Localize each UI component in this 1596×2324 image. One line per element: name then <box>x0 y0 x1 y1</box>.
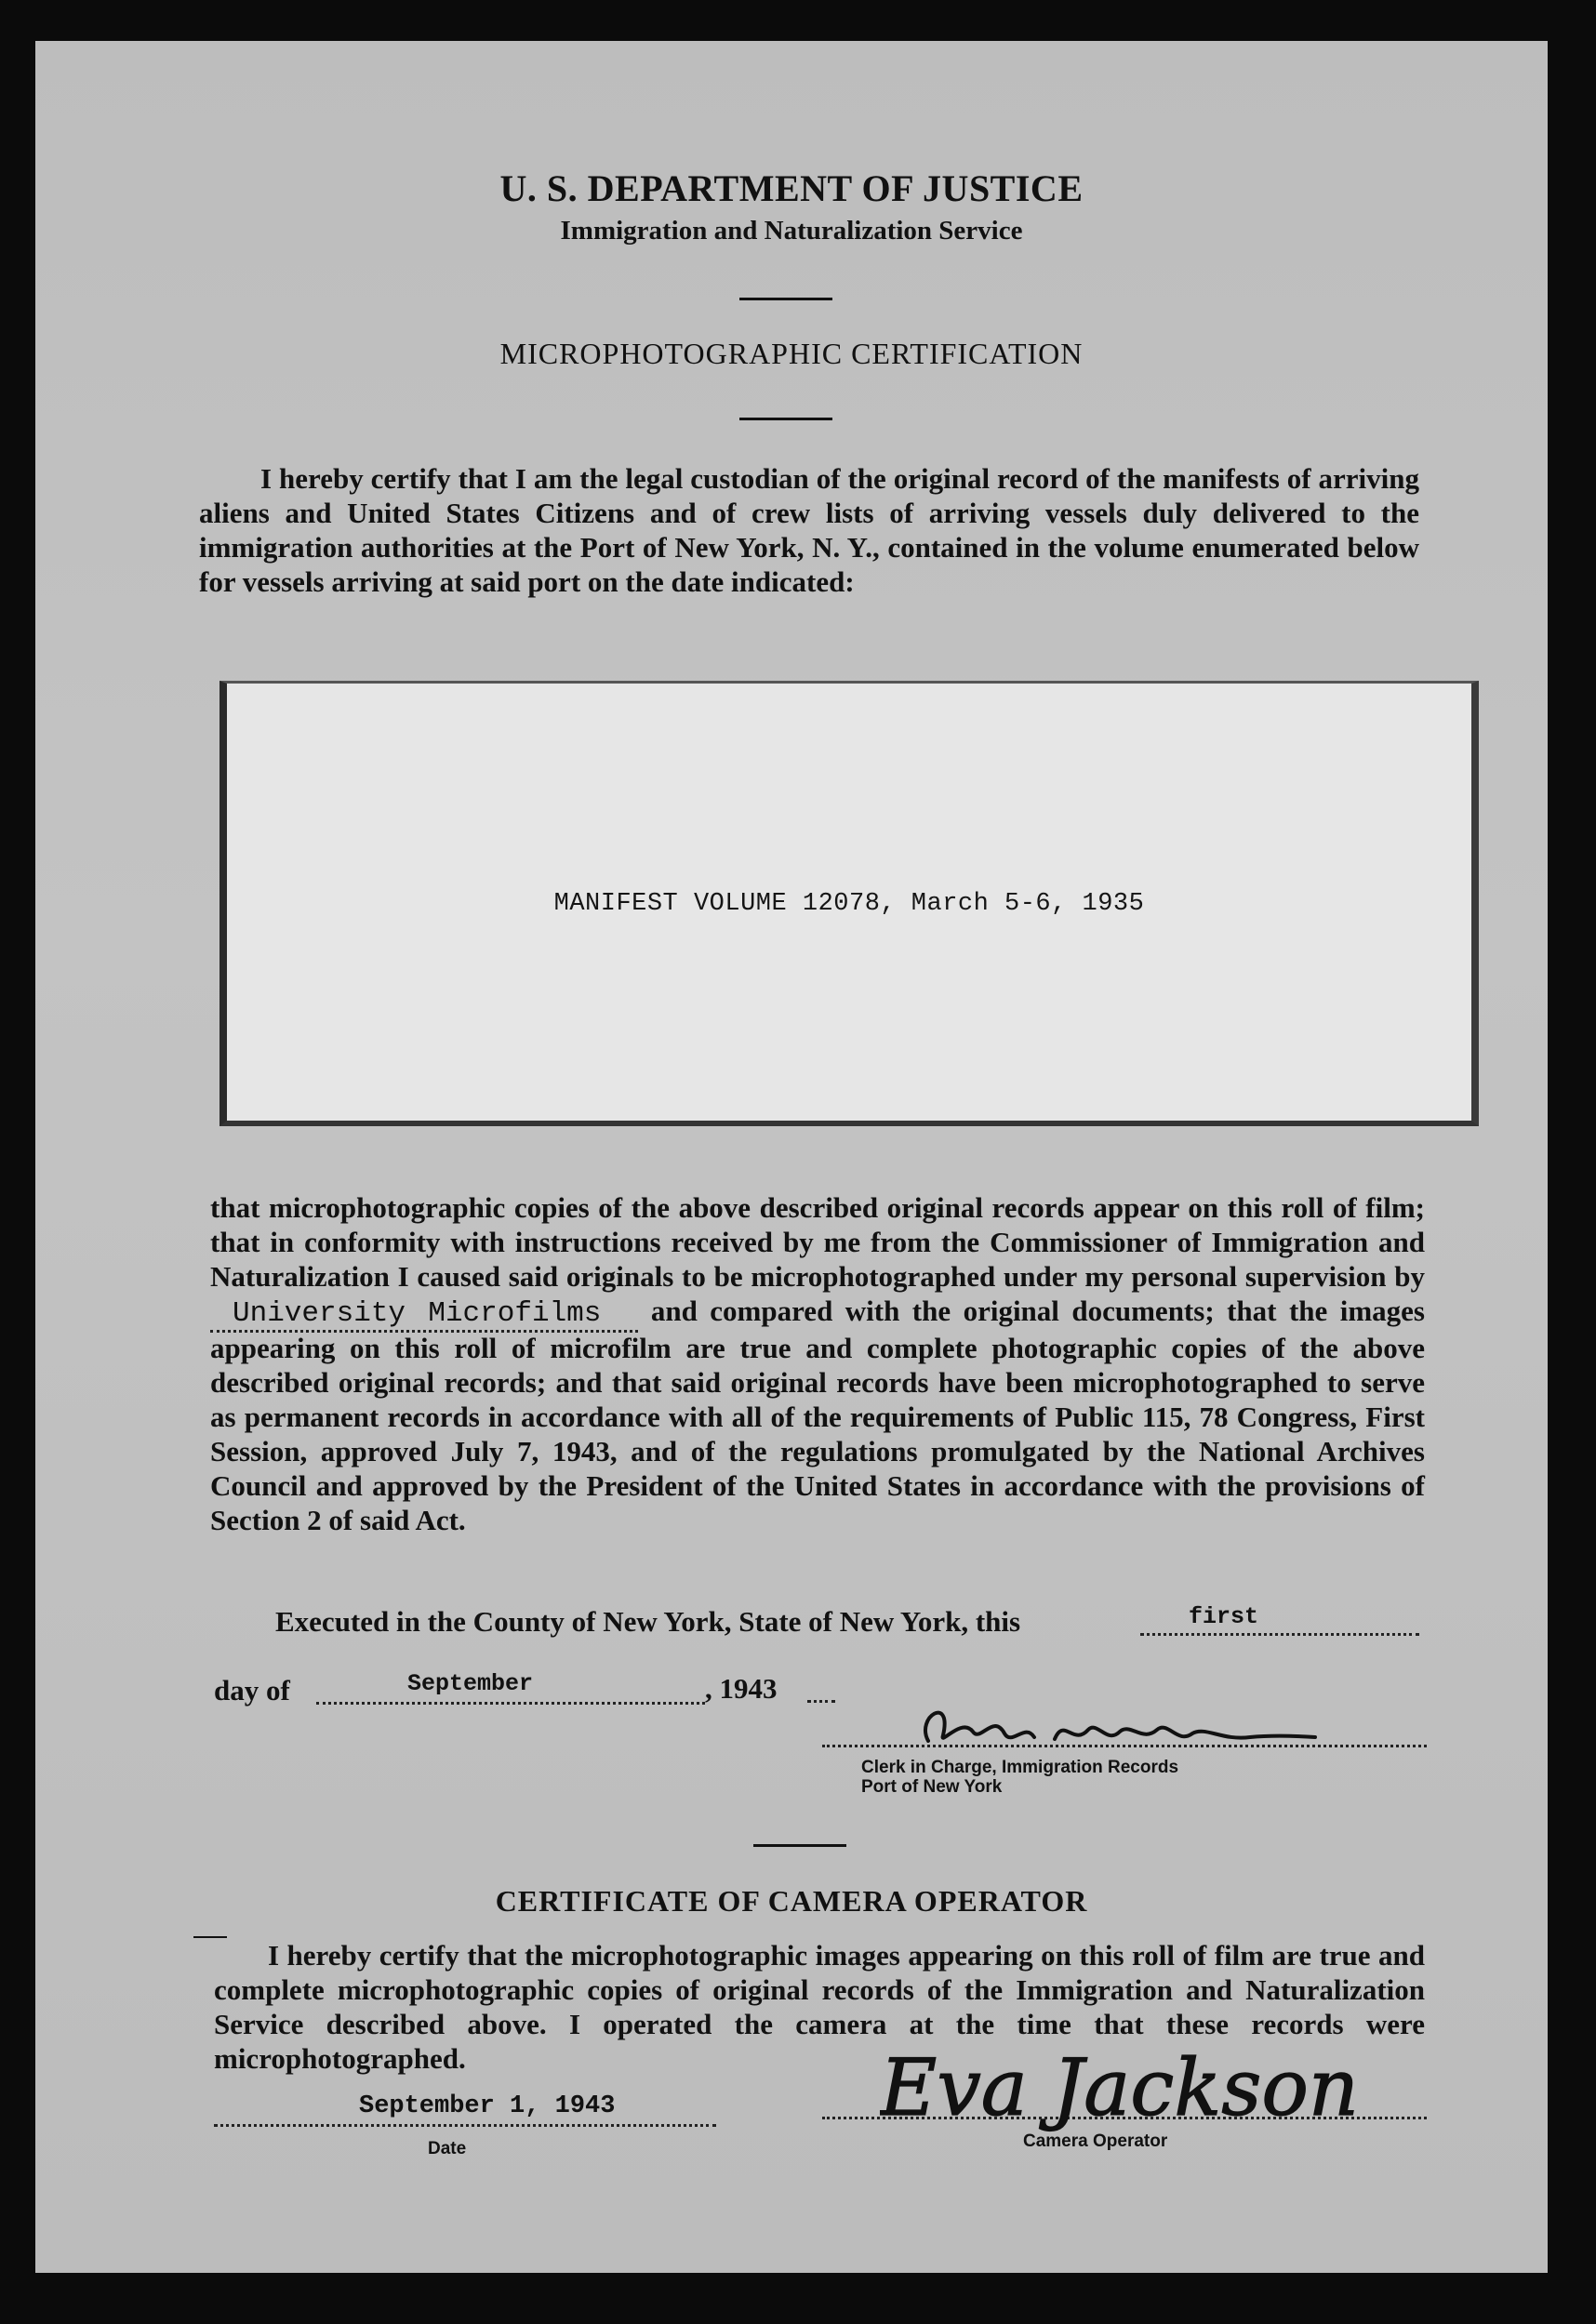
camera-certificate-text: I hereby certify that the microphotographic images appearing on this roll of film are true and complete microphotographic copies of original records of the Immigration and Naturalization Service described above. I operated the camera at the time that these records were microphotographed. <box>214 1939 1425 2075</box>
camera-operator-signature <box>880 2040 1363 2143</box>
body-part-2: and compared with the original documents; that the images appearing on this roll of microfilm are true and complete photographic copies of the above described original records; and that said original records have been microphotographed to serve as permanent records in accordance with all of the requirements of Public 115, 78 Congress, First Session, approved July 7, 1943, and of the regulations promulgated by the National Archives Council and approved by the President of the United States in accordance with the provisions of Section 2 of said Act. <box>210 1295 1425 1536</box>
header-divider <box>739 298 832 300</box>
month-value: September <box>407 1670 534 1697</box>
date-dotted-line <box>214 2124 716 2127</box>
year-dotted-line <box>807 1700 835 1703</box>
clerk-title <box>861 1758 1178 1797</box>
certificate-date-value: September 1, 1943 <box>359 2092 616 2120</box>
section-divider <box>753 1844 846 1847</box>
body-part-1: that microphotographic copies of the above described original records appear on this roll of film; that in conformity with instructions received by me from the Commissioner of Immigration and Naturalization I caused said originals to be microphotographed under my personal supervision by <box>210 1191 1425 1293</box>
title-divider <box>739 418 832 420</box>
day-dotted-line <box>1140 1633 1419 1636</box>
year-text: , 1943 <box>705 1672 778 1705</box>
day-of-label: day of <box>214 1674 290 1706</box>
service-subheading: Immigration and Naturalization Service <box>560 216 1023 246</box>
day-value: first <box>1189 1603 1259 1630</box>
intro-paragraph: I hereby certify that I am the legal custodian of the original record of the manifests of arriving aliens and United States Citizens and of crew lists of arriving vessels duly delivered to the immigration authorities at the Port of New York, N. Y., contained in the volume enumerated below for vessels arriving at said port on the date indicated: <box>199 462 1419 598</box>
clerk-title-line-1: Clerk in Charge, Immigration Records <box>861 1758 1179 1777</box>
operator-signature-text: Eva Jackson <box>880 2042 1360 2133</box>
department-heading: U. S. DEPARTMENT OF JUSTICE <box>499 167 1084 209</box>
certification-title: MICROPHOTOGRAPHIC CERTIFICATION <box>499 337 1084 370</box>
executed-text: Executed in the County of New York, State of New York, this <box>275 1605 1021 1638</box>
manifest-volume-text: MANIFEST VOLUME 12078, March 5-6, 1935 <box>553 890 1145 918</box>
record-box <box>219 681 1479 1126</box>
supervisor-field: University Microfilms <box>210 1297 638 1333</box>
date-label: Date <box>428 2139 467 2158</box>
clerk-signature <box>915 1689 1324 1763</box>
operator-label: Camera Operator <box>1023 2131 1168 2151</box>
certification-body <box>210 1190 1425 1537</box>
document-page <box>35 41 1548 2273</box>
clerk-title-line-2: Port of New York <box>861 1777 1003 1797</box>
camera-certificate-title: CERTIFICATE OF CAMERA OPERATOR <box>495 1884 1088 1918</box>
month-dotted-line <box>316 1702 705 1705</box>
